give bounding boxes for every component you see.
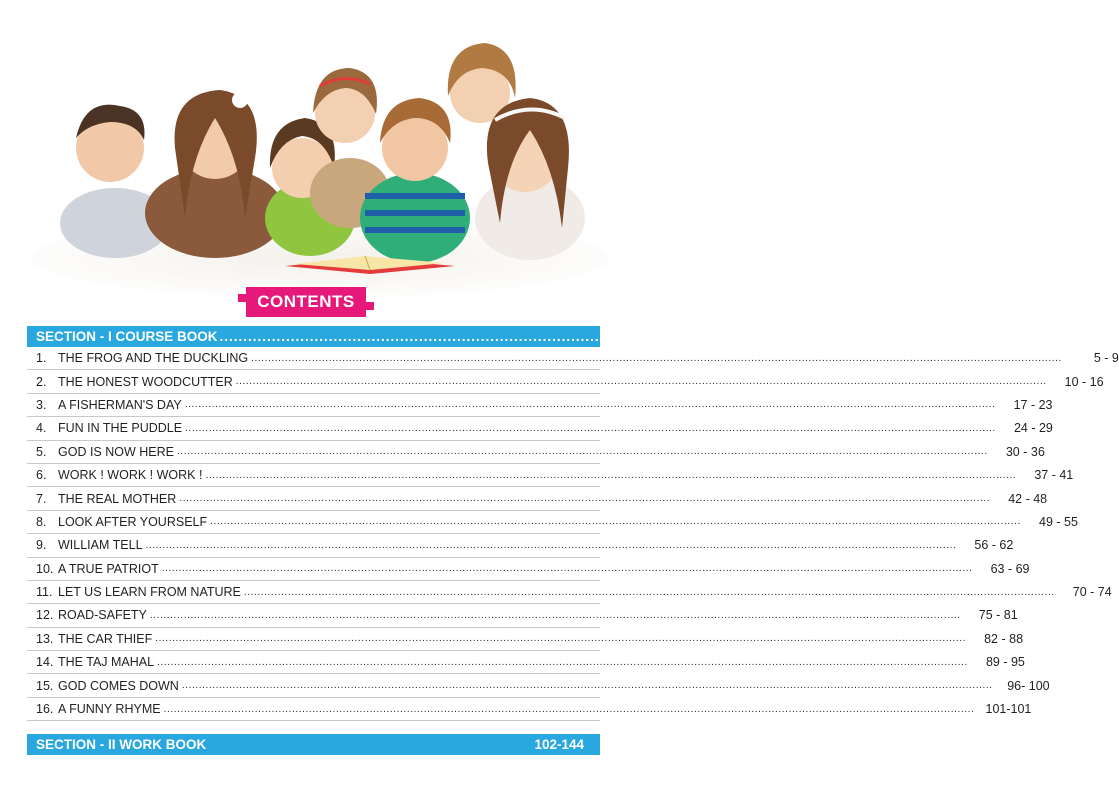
chapter-number: 1. [36, 351, 47, 366]
chapter-number: 2. [36, 374, 47, 389]
chapter-title: LET US LEARN FROM NATURE [58, 585, 241, 600]
chapter-number: 13. [36, 631, 54, 646]
leader-dots: ................................................................................................................................................................................................................................................ [185, 422, 996, 434]
chapter-number: 7. [36, 491, 47, 506]
chapter-number: 3. [36, 397, 47, 412]
leader-dots: ................................................................................................................................................................................................................................................ [145, 539, 957, 551]
chapter-number: 10. [36, 561, 54, 576]
chapter-number: 14. [36, 655, 54, 670]
section-course-book [27, 326, 768, 347]
chapter-title: A FISHERMAN'S DAY [58, 397, 182, 412]
leader-dots: ................................................................................................................................................................................................................................................ [235, 376, 1047, 388]
toc-row [27, 347, 1119, 370]
chapter-pages: 17 - 23 [1013, 397, 1053, 412]
chapter-title: GOD COMES DOWN [58, 678, 179, 693]
chapter-title: A TRUE PATRIOT [58, 561, 159, 576]
chapter-pages: 10 - 16 [1064, 374, 1104, 389]
chapter-number: 9. [36, 538, 47, 553]
section-work-book [27, 734, 600, 755]
chapter-pages: 63 - 69 [990, 561, 1030, 576]
chapter-pages: 82 - 88 [984, 631, 1024, 646]
toc-row [27, 534, 1014, 557]
leader-dots: ................................................................................................................................................................................................................................................ [181, 680, 993, 692]
contents-heading: CONTENTS [246, 287, 366, 317]
toc-row [27, 511, 1078, 534]
chapter-title: THE REAL MOTHER [58, 491, 177, 506]
leader-dots: ................................................................................................................................................................................................................................................ [176, 446, 988, 458]
chapter-pages: 30 - 36 [1005, 444, 1045, 459]
toc-row [27, 370, 1104, 393]
chapter-pages: 96- 100 [1007, 678, 1050, 693]
chapter-pages: 5 - 9 [1093, 351, 1119, 366]
toc-row [27, 651, 1025, 674]
chapter-title: THE FROG AND THE DUCKLING [58, 351, 249, 366]
leader-dots: ................................................................................................................................................................................................................................................ [161, 563, 973, 575]
leader-dots: ................................................................................................................................................................................................................................................ [149, 609, 961, 621]
toc-row [27, 417, 1053, 440]
chapter-pages: 101-101 [985, 702, 1032, 717]
table-of-contents [27, 347, 1119, 721]
chapter-number: 4. [36, 421, 47, 436]
leader-dots: .......................................................................................................... [219, 329, 724, 344]
chapter-title: THE TAJ MAHAL [58, 655, 155, 670]
toc-row [27, 674, 1050, 697]
chapter-title: THE HONEST WOODCUTTER [58, 374, 233, 389]
leader-dots: ................................................................................................................................................................................................................................................ [243, 586, 1055, 598]
chapter-number: 12. [36, 608, 54, 623]
leader-dots: ................................................................................................................................................................................................................................................ [157, 656, 968, 668]
toc-row [27, 604, 1018, 627]
chapter-pages: 24 - 29 [1013, 421, 1053, 436]
chapter-title: ROAD-SAFETY [58, 608, 147, 623]
children-reading-photo [40, 18, 585, 283]
chapter-title: A FUNNY RHYME [58, 702, 161, 717]
chapter-title: WILLIAM TELL [58, 538, 143, 553]
chapter-title: THE CAR THIEF [58, 631, 153, 646]
leader-dots: ................................................................................................................................................................................................................................................ [155, 633, 967, 645]
chapter-number: 6. [36, 468, 47, 483]
contents-badge [238, 287, 374, 317]
toc-row [27, 628, 1024, 651]
toc-row [27, 441, 1045, 464]
children-reading-illustration [40, 18, 585, 283]
chapter-pages: 42 - 48 [1008, 491, 1048, 506]
chapter-title: FUN IN THE PUDDLE [58, 421, 183, 436]
chapter-title: WORK ! WORK ! WORK ! [58, 468, 203, 483]
badge-notch-right [366, 302, 374, 310]
section-title: SECTION - II WORK BOOK [36, 737, 207, 752]
toc-row [27, 558, 1030, 581]
leader-dots: ................................................................................................................................................................................................................................................ [205, 469, 1017, 481]
chapter-number: 5. [36, 444, 47, 459]
chapter-pages: 75 - 81 [978, 608, 1018, 623]
chapter-title: LOOK AFTER YOURSELF [58, 514, 208, 529]
section-pages: 4 - 101 [725, 329, 768, 344]
chapter-pages: 37 - 41 [1034, 468, 1074, 483]
section-pages: 102-144 [534, 737, 584, 752]
chapter-pages: 89 - 95 [985, 655, 1025, 670]
leader-dots: ................................................................................................................................................................................................................................................ [210, 516, 1021, 528]
leader-dots: ................................................................................................................................................................................................................................................ [251, 352, 1062, 364]
toc-row [27, 394, 1053, 417]
leader-dots: ................................................................................................................................................................................................................................................ [163, 703, 975, 715]
chapter-number: 8. [36, 514, 47, 529]
chapter-pages: 56 - 62 [974, 538, 1014, 553]
chapter-pages: 49 - 55 [1039, 514, 1078, 529]
chapter-pages: 70 - 74 [1072, 585, 1112, 600]
leader-dots: ................................................................................................................................................................................................................................................ [179, 493, 991, 505]
badge-notch-left [238, 294, 246, 302]
toc-row [27, 581, 1112, 604]
leader-dots: ................................................................................................................................................................................................................................................ [184, 399, 996, 411]
toc-row [27, 698, 1032, 721]
chapter-number: 11. [36, 585, 53, 600]
toc-row [27, 464, 1074, 487]
section-title: SECTION - I COURSE BOOK [36, 329, 218, 344]
chapter-number: 16. [36, 702, 54, 717]
toc-row [27, 487, 1048, 510]
chapter-number: 15. [36, 678, 54, 693]
chapter-title: GOD IS NOW HERE [58, 444, 174, 459]
